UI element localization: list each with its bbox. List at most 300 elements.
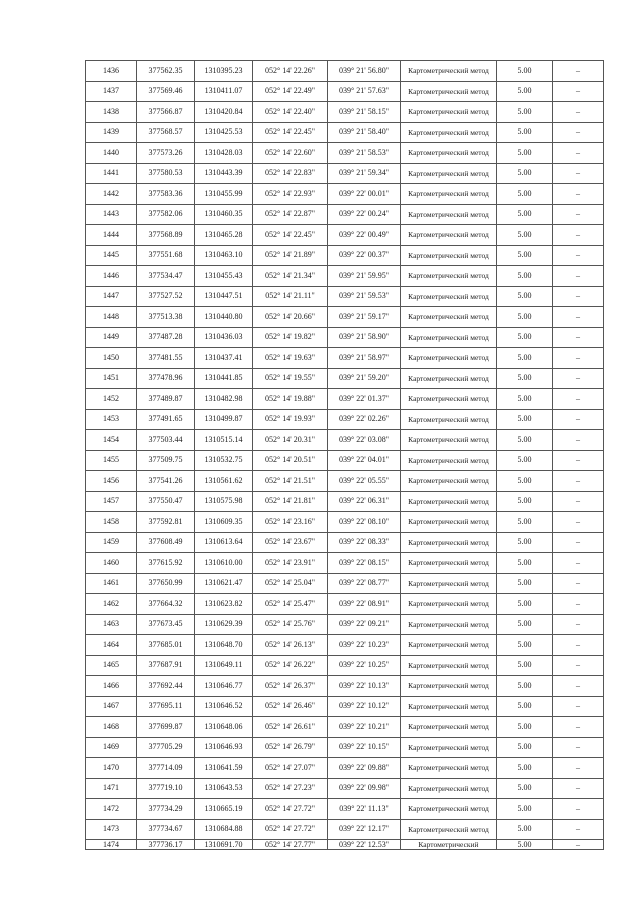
latitude-cell: 052° 14' 20.66": [253, 307, 328, 328]
point-number-cell: 1447: [86, 286, 137, 307]
longitude-cell: 039° 22' 01.37": [328, 389, 401, 410]
accuracy-cell: 5.00: [497, 737, 553, 758]
x-coordinate-cell: 377615.92: [137, 553, 195, 574]
x-coordinate-cell: 377562.35: [137, 61, 195, 82]
longitude-cell: 039° 22' 08.33": [328, 532, 401, 553]
description-cell: –: [553, 430, 604, 451]
description-cell: –: [553, 184, 604, 205]
y-coordinate-cell: 1310649.11: [195, 655, 253, 676]
x-coordinate-cell: 377573.26: [137, 143, 195, 164]
latitude-cell: 052° 14' 23.67": [253, 532, 328, 553]
longitude-cell: 039° 22' 04.01": [328, 450, 401, 471]
longitude-cell: 039° 22' 08.77": [328, 573, 401, 594]
method-cell: Картометрический метод: [401, 594, 497, 615]
method-cell: Картометрический метод: [401, 184, 497, 205]
y-coordinate-cell: 1310515.14: [195, 430, 253, 451]
y-coordinate-cell: 1310443.39: [195, 163, 253, 184]
point-number-cell: 1448: [86, 307, 137, 328]
latitude-cell: 052° 14' 25.47": [253, 594, 328, 615]
longitude-cell: 039° 22' 00.49": [328, 225, 401, 246]
table-row: [86, 389, 604, 410]
table-row: [86, 758, 604, 779]
description-cell: –: [553, 717, 604, 738]
x-coordinate-cell: 377664.32: [137, 594, 195, 615]
longitude-cell: 039° 22' 06.31": [328, 491, 401, 512]
y-coordinate-cell: 1310455.99: [195, 184, 253, 205]
longitude-cell: 039° 21' 58.97": [328, 348, 401, 369]
x-coordinate-cell: 377568.89: [137, 225, 195, 246]
latitude-cell: 052° 14' 27.72": [253, 799, 328, 820]
table-row: [86, 266, 604, 287]
y-coordinate-cell: 1310440.80: [195, 307, 253, 328]
longitude-cell: 039° 22' 10.25": [328, 655, 401, 676]
y-coordinate-cell: 1310691.70: [195, 840, 253, 850]
x-coordinate-cell: 377734.67: [137, 819, 195, 840]
description-cell: –: [553, 245, 604, 266]
table-row: [86, 717, 604, 738]
latitude-cell: 052° 14' 26.13": [253, 635, 328, 656]
longitude-cell: 039° 21' 58.15": [328, 102, 401, 123]
accuracy-cell: 5.00: [497, 307, 553, 328]
longitude-cell: 039° 22' 08.15": [328, 553, 401, 574]
table-row: [86, 512, 604, 533]
y-coordinate-cell: 1310425.53: [195, 122, 253, 143]
table-row: [86, 799, 604, 820]
x-coordinate-cell: 377695.11: [137, 696, 195, 717]
accuracy-cell: 5.00: [497, 204, 553, 225]
longitude-cell: 039° 22' 09.21": [328, 614, 401, 635]
description-cell: –: [553, 471, 604, 492]
table-row: [86, 286, 604, 307]
point-number-cell: 1463: [86, 614, 137, 635]
accuracy-cell: 5.00: [497, 614, 553, 635]
point-number-cell: 1454: [86, 430, 137, 451]
x-coordinate-cell: 377541.26: [137, 471, 195, 492]
longitude-cell: 039° 22' 10.21": [328, 717, 401, 738]
table-row: [86, 409, 604, 430]
y-coordinate-cell: 1310609.35: [195, 512, 253, 533]
y-coordinate-cell: 1310648.06: [195, 717, 253, 738]
accuracy-cell: 5.00: [497, 819, 553, 840]
description-cell: –: [553, 327, 604, 348]
x-coordinate-cell: 377699.87: [137, 717, 195, 738]
description-cell: –: [553, 204, 604, 225]
method-cell: Картометрический метод: [401, 389, 497, 410]
latitude-cell: 052° 14' 21.89": [253, 245, 328, 266]
description-cell: –: [553, 840, 604, 850]
table-row: [86, 307, 604, 328]
x-coordinate-cell: 377481.55: [137, 348, 195, 369]
point-number-cell: 1437: [86, 81, 137, 102]
x-coordinate-cell: 377736.17: [137, 840, 195, 850]
x-coordinate-cell: 377569.46: [137, 81, 195, 102]
x-coordinate-cell: 377685.01: [137, 635, 195, 656]
y-coordinate-cell: 1310684.88: [195, 819, 253, 840]
latitude-cell: 052° 14' 21.34": [253, 266, 328, 287]
latitude-cell: 052° 14' 19.63": [253, 348, 328, 369]
latitude-cell: 052° 14' 26.46": [253, 696, 328, 717]
y-coordinate-cell: 1310623.82: [195, 594, 253, 615]
method-cell: Картометрический метод: [401, 778, 497, 799]
y-coordinate-cell: 1310646.77: [195, 676, 253, 697]
y-coordinate-cell: 1310629.39: [195, 614, 253, 635]
x-coordinate-cell: 377551.68: [137, 245, 195, 266]
accuracy-cell: 5.00: [497, 594, 553, 615]
accuracy-cell: 5.00: [497, 840, 553, 850]
x-coordinate-cell: 377714.09: [137, 758, 195, 779]
description-cell: –: [553, 225, 604, 246]
table-row: [86, 163, 604, 184]
description-cell: –: [553, 819, 604, 840]
x-coordinate-cell: 377513.38: [137, 307, 195, 328]
method-cell: Картометрический метод: [401, 655, 497, 676]
y-coordinate-cell: 1310482.98: [195, 389, 253, 410]
table-row: [86, 122, 604, 143]
latitude-cell: 052° 14' 20.51": [253, 450, 328, 471]
method-cell: Картометрический метод: [401, 573, 497, 594]
method-cell: Картометрический метод: [401, 799, 497, 820]
method-cell: Картометрический метод: [401, 286, 497, 307]
longitude-cell: 039° 21' 58.40": [328, 122, 401, 143]
y-coordinate-cell: 1310411.07: [195, 81, 253, 102]
point-number-cell: 1467: [86, 696, 137, 717]
description-cell: –: [553, 512, 604, 533]
description-cell: –: [553, 573, 604, 594]
table-row: [86, 778, 604, 799]
description-cell: –: [553, 61, 604, 82]
longitude-cell: 039° 22' 12.17": [328, 819, 401, 840]
latitude-cell: 052° 14' 21.81": [253, 491, 328, 512]
x-coordinate-cell: 377487.28: [137, 327, 195, 348]
table-row: [86, 573, 604, 594]
y-coordinate-cell: 1310447.51: [195, 286, 253, 307]
point-number-cell: 1455: [86, 450, 137, 471]
y-coordinate-cell: 1310436.03: [195, 327, 253, 348]
point-number-cell: 1445: [86, 245, 137, 266]
method-cell: Картометрический метод: [401, 450, 497, 471]
longitude-cell: 039° 22' 03.08": [328, 430, 401, 451]
table-row: [86, 348, 604, 369]
y-coordinate-cell: 1310621.47: [195, 573, 253, 594]
y-coordinate-cell: 1310465.28: [195, 225, 253, 246]
method-cell: Картометрический метод: [401, 491, 497, 512]
accuracy-cell: 5.00: [497, 512, 553, 533]
point-number-cell: 1474: [86, 840, 137, 850]
method-cell: Картометрический: [401, 840, 497, 850]
longitude-cell: 039° 22' 02.26": [328, 409, 401, 430]
latitude-cell: 052° 14' 26.22": [253, 655, 328, 676]
latitude-cell: 052° 14' 22.45": [253, 122, 328, 143]
table-row: [86, 532, 604, 553]
y-coordinate-cell: 1310532.75: [195, 450, 253, 471]
accuracy-cell: 5.00: [497, 676, 553, 697]
table-row: [86, 61, 604, 82]
x-coordinate-cell: 377719.10: [137, 778, 195, 799]
description-cell: –: [553, 635, 604, 656]
point-number-cell: 1465: [86, 655, 137, 676]
method-cell: Картометрический метод: [401, 553, 497, 574]
description-cell: –: [553, 266, 604, 287]
description-cell: –: [553, 553, 604, 574]
method-cell: Картометрический метод: [401, 635, 497, 656]
description-cell: –: [553, 655, 604, 676]
accuracy-cell: 5.00: [497, 471, 553, 492]
y-coordinate-cell: 1310428.03: [195, 143, 253, 164]
table-row: [86, 491, 604, 512]
description-cell: –: [553, 491, 604, 512]
point-number-cell: 1471: [86, 778, 137, 799]
point-number-cell: 1444: [86, 225, 137, 246]
latitude-cell: 052° 14' 27.72": [253, 819, 328, 840]
table-row: [86, 327, 604, 348]
table-row: [86, 737, 604, 758]
table-row: [86, 819, 604, 840]
x-coordinate-cell: 377509.75: [137, 450, 195, 471]
longitude-cell: 039° 22' 09.88": [328, 758, 401, 779]
point-number-cell: 1470: [86, 758, 137, 779]
table-row: [86, 594, 604, 615]
description-cell: –: [553, 286, 604, 307]
table-row: [86, 368, 604, 389]
description-cell: –: [553, 614, 604, 635]
method-cell: Картометрический метод: [401, 225, 497, 246]
method-cell: Картометрический метод: [401, 143, 497, 164]
table-row: [86, 225, 604, 246]
longitude-cell: 039° 21' 58.53": [328, 143, 401, 164]
accuracy-cell: 5.00: [497, 758, 553, 779]
y-coordinate-cell: 1310460.35: [195, 204, 253, 225]
accuracy-cell: 5.00: [497, 245, 553, 266]
point-number-cell: 1440: [86, 143, 137, 164]
method-cell: Картометрический метод: [401, 204, 497, 225]
latitude-cell: 052° 14' 22.49": [253, 81, 328, 102]
point-number-cell: 1458: [86, 512, 137, 533]
y-coordinate-cell: 1310499.87: [195, 409, 253, 430]
longitude-cell: 039° 21' 59.34": [328, 163, 401, 184]
point-number-cell: 1443: [86, 204, 137, 225]
longitude-cell: 039° 21' 59.17": [328, 307, 401, 328]
x-coordinate-cell: 377580.53: [137, 163, 195, 184]
x-coordinate-cell: 377534.47: [137, 266, 195, 287]
point-number-cell: 1452: [86, 389, 137, 410]
table-row: [86, 696, 604, 717]
x-coordinate-cell: 377692.44: [137, 676, 195, 697]
method-cell: Картометрический метод: [401, 676, 497, 697]
description-cell: –: [553, 368, 604, 389]
longitude-cell: 039° 22' 10.12": [328, 696, 401, 717]
method-cell: Картометрический метод: [401, 758, 497, 779]
table-row: [86, 553, 604, 574]
x-coordinate-cell: 377650.99: [137, 573, 195, 594]
accuracy-cell: 5.00: [497, 532, 553, 553]
point-number-cell: 1462: [86, 594, 137, 615]
table-row: [86, 840, 604, 850]
x-coordinate-cell: 377566.87: [137, 102, 195, 123]
table-row: [86, 614, 604, 635]
description-cell: –: [553, 348, 604, 369]
accuracy-cell: 5.00: [497, 799, 553, 820]
accuracy-cell: 5.00: [497, 163, 553, 184]
latitude-cell: 052° 14' 26.61": [253, 717, 328, 738]
y-coordinate-cell: 1310613.64: [195, 532, 253, 553]
point-number-cell: 1459: [86, 532, 137, 553]
coordinates-table: [85, 60, 604, 850]
method-cell: Картометрический метод: [401, 266, 497, 287]
point-number-cell: 1446: [86, 266, 137, 287]
y-coordinate-cell: 1310610.00: [195, 553, 253, 574]
latitude-cell: 052° 14' 22.45": [253, 225, 328, 246]
accuracy-cell: 5.00: [497, 143, 553, 164]
table-row: [86, 245, 604, 266]
latitude-cell: 052° 14' 26.79": [253, 737, 328, 758]
latitude-cell: 052° 14' 19.55": [253, 368, 328, 389]
accuracy-cell: 5.00: [497, 286, 553, 307]
point-number-cell: 1442: [86, 184, 137, 205]
latitude-cell: 052° 14' 20.31": [253, 430, 328, 451]
table-row: [86, 676, 604, 697]
x-coordinate-cell: 377583.36: [137, 184, 195, 205]
point-number-cell: 1468: [86, 717, 137, 738]
point-number-cell: 1449: [86, 327, 137, 348]
method-cell: Картометрический метод: [401, 163, 497, 184]
x-coordinate-cell: 377568.57: [137, 122, 195, 143]
accuracy-cell: 5.00: [497, 348, 553, 369]
x-coordinate-cell: 377527.52: [137, 286, 195, 307]
method-cell: Картометрический метод: [401, 102, 497, 123]
point-number-cell: 1472: [86, 799, 137, 820]
accuracy-cell: 5.00: [497, 491, 553, 512]
description-cell: –: [553, 594, 604, 615]
accuracy-cell: 5.00: [497, 81, 553, 102]
x-coordinate-cell: 377687.91: [137, 655, 195, 676]
y-coordinate-cell: 1310648.70: [195, 635, 253, 656]
x-coordinate-cell: 377503.44: [137, 430, 195, 451]
table-row: [86, 430, 604, 451]
point-number-cell: 1466: [86, 676, 137, 697]
point-number-cell: 1436: [86, 61, 137, 82]
longitude-cell: 039° 22' 11.13": [328, 799, 401, 820]
accuracy-cell: 5.00: [497, 778, 553, 799]
accuracy-cell: 5.00: [497, 573, 553, 594]
longitude-cell: 039° 22' 10.23": [328, 635, 401, 656]
longitude-cell: 039° 22' 08.91": [328, 594, 401, 615]
y-coordinate-cell: 1310646.93: [195, 737, 253, 758]
y-coordinate-cell: 1310437.41: [195, 348, 253, 369]
point-number-cell: 1450: [86, 348, 137, 369]
latitude-cell: 052° 14' 19.93": [253, 409, 328, 430]
method-cell: Картометрический метод: [401, 819, 497, 840]
longitude-cell: 039° 21' 59.95": [328, 266, 401, 287]
description-cell: –: [553, 758, 604, 779]
accuracy-cell: 5.00: [497, 717, 553, 738]
latitude-cell: 052° 14' 22.60": [253, 143, 328, 164]
method-cell: Картометрический метод: [401, 245, 497, 266]
point-number-cell: 1473: [86, 819, 137, 840]
method-cell: Картометрический метод: [401, 81, 497, 102]
longitude-cell: 039° 21' 56.80": [328, 61, 401, 82]
y-coordinate-cell: 1310463.10: [195, 245, 253, 266]
description-cell: –: [553, 307, 604, 328]
y-coordinate-cell: 1310420.84: [195, 102, 253, 123]
latitude-cell: 052° 14' 27.77": [253, 840, 328, 850]
description-cell: –: [553, 143, 604, 164]
description-cell: –: [553, 737, 604, 758]
x-coordinate-cell: 377491.65: [137, 409, 195, 430]
table-row: [86, 635, 604, 656]
accuracy-cell: 5.00: [497, 368, 553, 389]
longitude-cell: 039° 22' 00.37": [328, 245, 401, 266]
latitude-cell: 052° 14' 23.91": [253, 553, 328, 574]
latitude-cell: 052° 14' 22.93": [253, 184, 328, 205]
method-cell: Картометрический метод: [401, 471, 497, 492]
point-number-cell: 1451: [86, 368, 137, 389]
method-cell: Картометрический метод: [401, 409, 497, 430]
method-cell: Картометрический метод: [401, 737, 497, 758]
latitude-cell: 052° 14' 21.11": [253, 286, 328, 307]
latitude-cell: 052° 14' 23.16": [253, 512, 328, 533]
description-cell: –: [553, 122, 604, 143]
method-cell: Картометрический метод: [401, 348, 497, 369]
description-cell: –: [553, 676, 604, 697]
point-number-cell: 1460: [86, 553, 137, 574]
point-number-cell: 1469: [86, 737, 137, 758]
method-cell: Картометрический метод: [401, 327, 497, 348]
point-number-cell: 1457: [86, 491, 137, 512]
latitude-cell: 052° 14' 25.04": [253, 573, 328, 594]
description-cell: –: [553, 163, 604, 184]
accuracy-cell: 5.00: [497, 635, 553, 656]
method-cell: Картометрический метод: [401, 122, 497, 143]
accuracy-cell: 5.00: [497, 553, 553, 574]
x-coordinate-cell: 377592.81: [137, 512, 195, 533]
x-coordinate-cell: 377705.29: [137, 737, 195, 758]
description-cell: –: [553, 81, 604, 102]
accuracy-cell: 5.00: [497, 430, 553, 451]
longitude-cell: 039° 22' 10.15": [328, 737, 401, 758]
x-coordinate-cell: 377673.45: [137, 614, 195, 635]
accuracy-cell: 5.00: [497, 102, 553, 123]
longitude-cell: 039° 22' 00.24": [328, 204, 401, 225]
x-coordinate-cell: 377550.47: [137, 491, 195, 512]
point-number-cell: 1453: [86, 409, 137, 430]
description-cell: –: [553, 778, 604, 799]
method-cell: Картометрический метод: [401, 717, 497, 738]
table-row: [86, 450, 604, 471]
x-coordinate-cell: 377489.87: [137, 389, 195, 410]
point-number-cell: 1456: [86, 471, 137, 492]
latitude-cell: 052° 14' 19.82": [253, 327, 328, 348]
longitude-cell: 039° 21' 58.90": [328, 327, 401, 348]
y-coordinate-cell: 1310643.53: [195, 778, 253, 799]
method-cell: Картометрический метод: [401, 61, 497, 82]
point-number-cell: 1441: [86, 163, 137, 184]
latitude-cell: 052° 14' 27.07": [253, 758, 328, 779]
accuracy-cell: 5.00: [497, 225, 553, 246]
table-row: [86, 204, 604, 225]
y-coordinate-cell: 1310441.85: [195, 368, 253, 389]
longitude-cell: 039° 22' 08.10": [328, 512, 401, 533]
method-cell: Картометрический метод: [401, 532, 497, 553]
x-coordinate-cell: 377608.49: [137, 532, 195, 553]
table-row: [86, 184, 604, 205]
point-number-cell: 1438: [86, 102, 137, 123]
accuracy-cell: 5.00: [497, 61, 553, 82]
point-number-cell: 1439: [86, 122, 137, 143]
method-cell: Картометрический метод: [401, 307, 497, 328]
table-row: [86, 471, 604, 492]
longitude-cell: 039° 21' 59.53": [328, 286, 401, 307]
table-row: [86, 102, 604, 123]
